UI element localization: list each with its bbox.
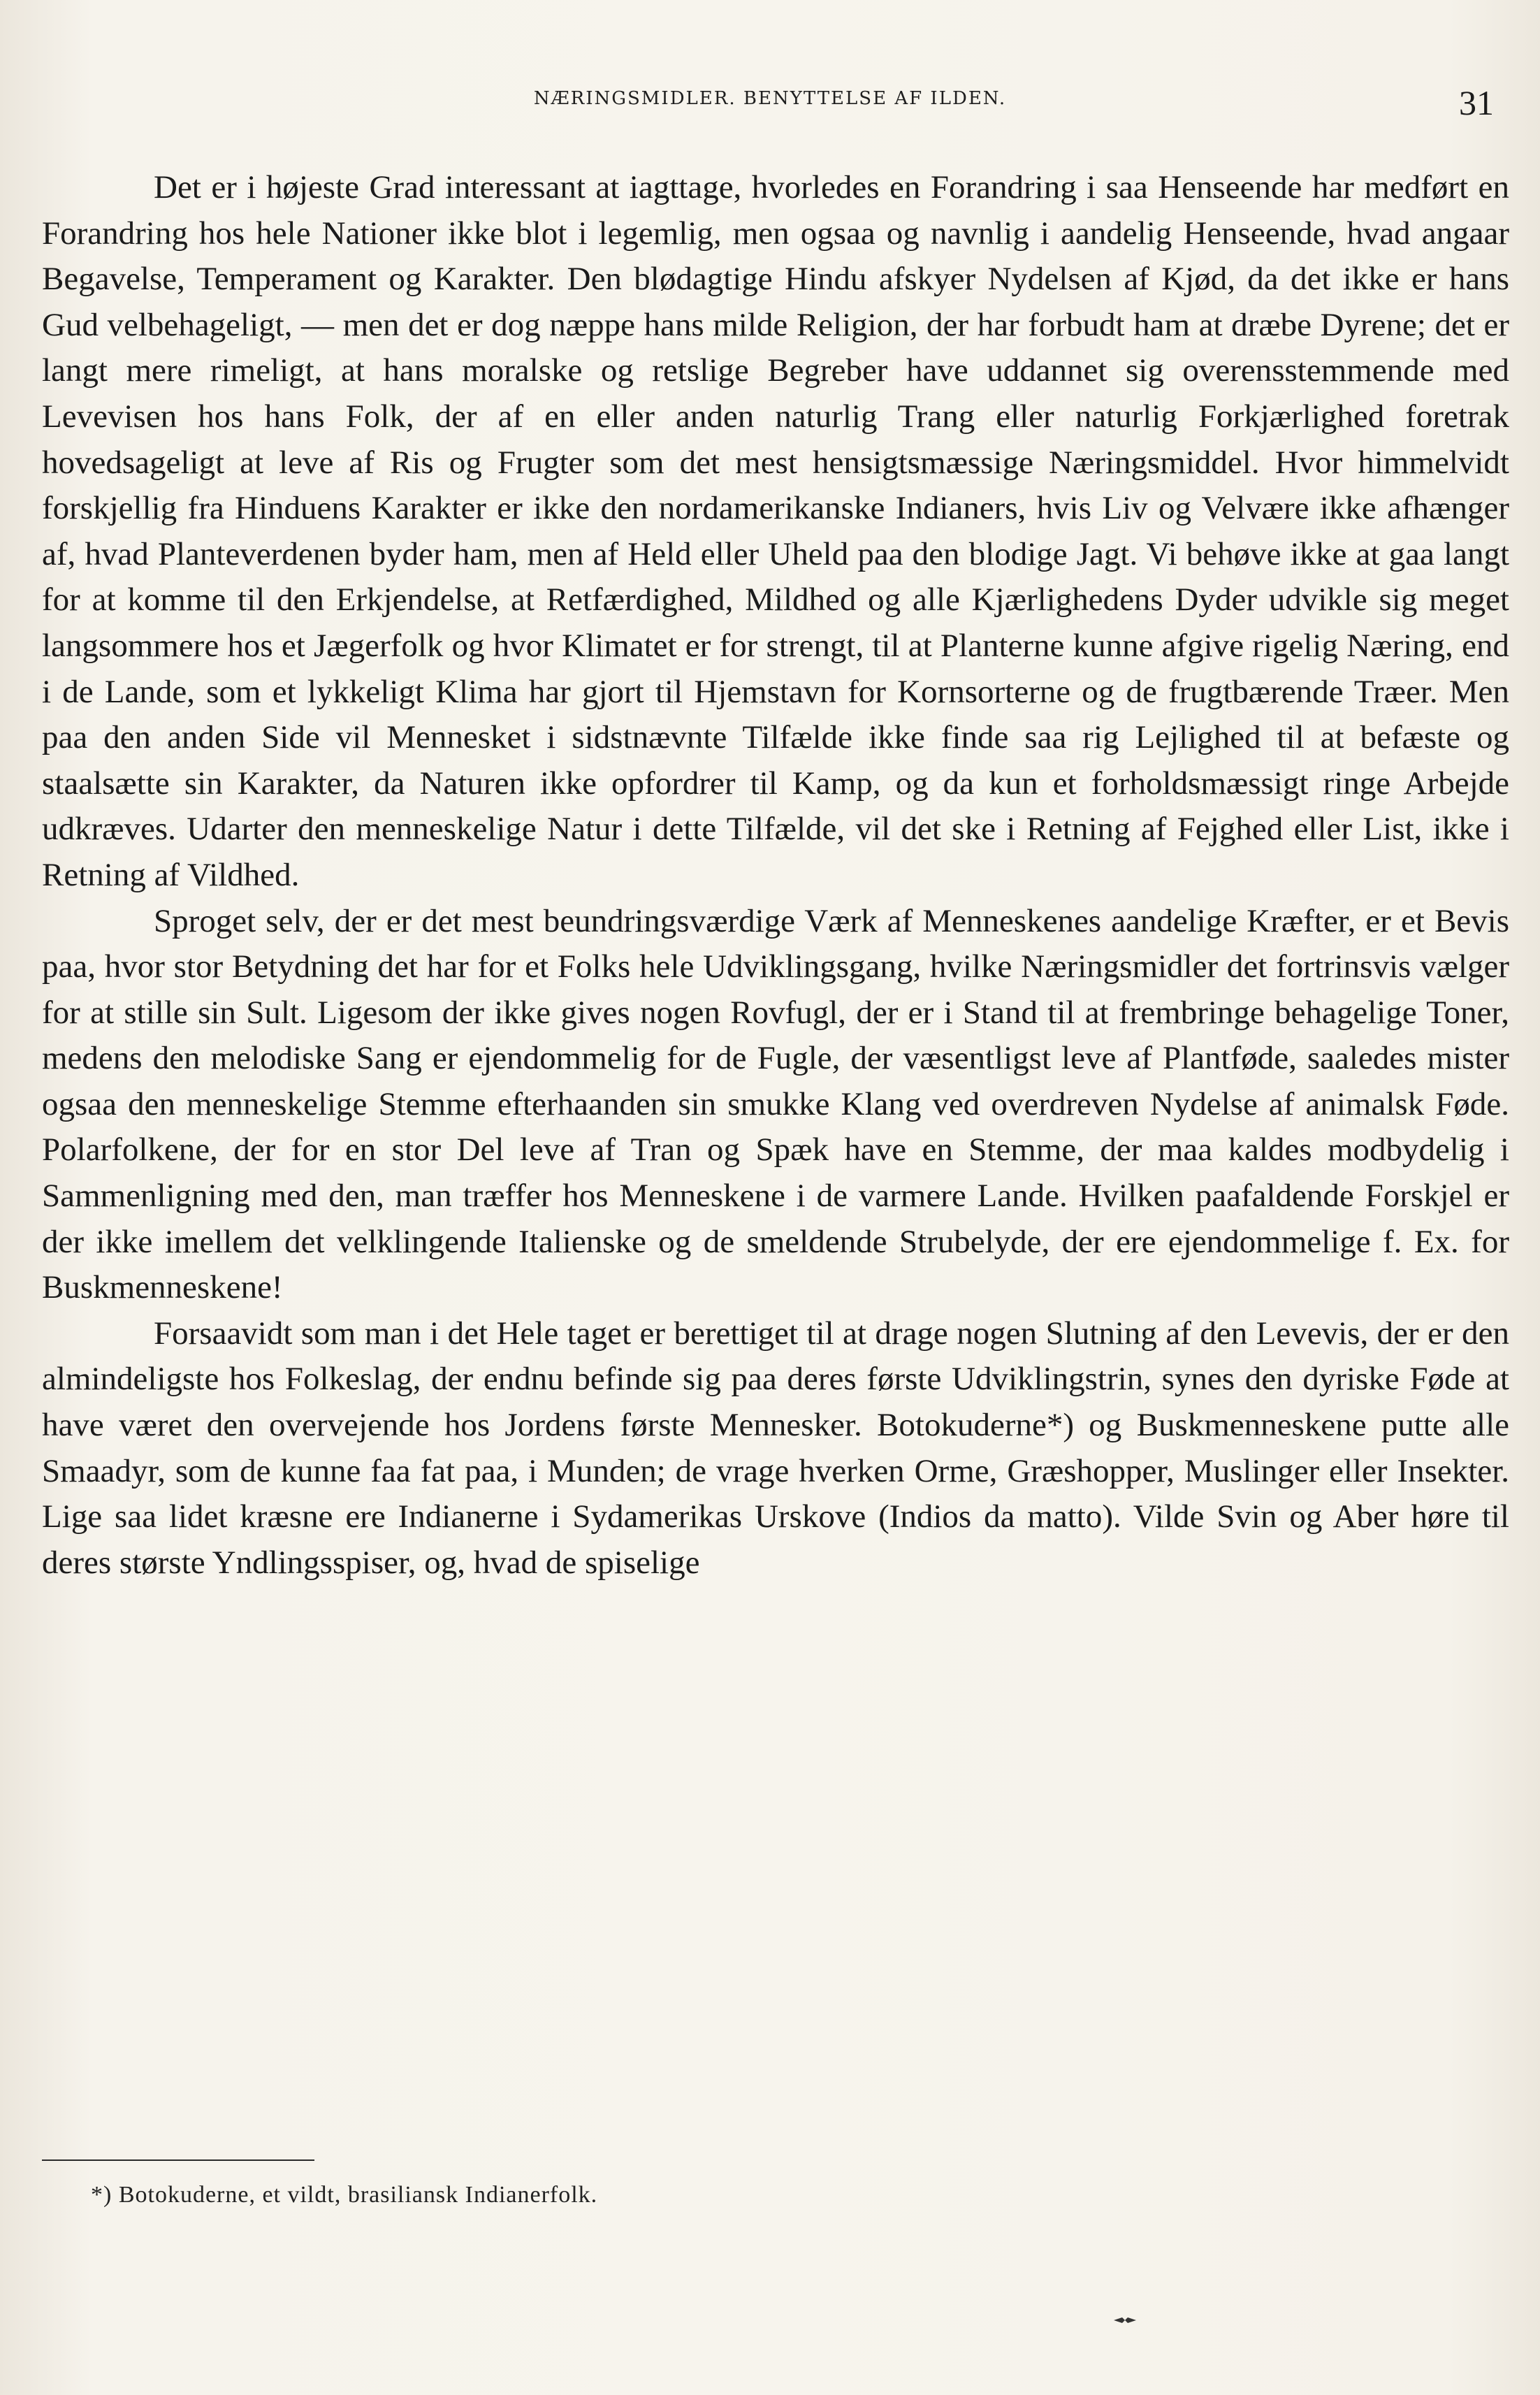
body-text	[42, 165, 1509, 1586]
paragraph-2: Sproget selv, der er det mest beundringsværdige Værk af Menneskenes aandelige Kræfter, er et Bevis paa, hvor stor Betydning det har for et Folks hele Udviklingsgang, hvilke Næringsmidler det fortrinsvis vælger for at stille sin Sult. Ligesom der ikke gives nogen Rovfugl, der er i Stand til at frembringe behagelige Toner, medens den melodiske Sang er ejendommelig for de Fugle, der væsentligst leve af Plantføde, saaledes mister ogsaa den menneskelige Stemme efterhaanden sin smukke Klang ved overdreven Nydelse af animalsk Føde. Polarfolkene, der for en stor Del leve af Tran og Spæk have en Stemme, der maa kaldes modbydelig i Sammenligning med den, man træffer hos Menneskene i de varmere Lande. Hvilken paafaldende Forskjel er der ikke imellem det velklingende Italienske og de smeldende Strubelyde, der ere ejendommelige f. Ex. for Buskmenneskene!	[42, 902, 1509, 1306]
page-number: 31	[1459, 83, 1494, 122]
footnote-rule	[42, 2159, 314, 2161]
footnote: *) Botokuderne, et vildt, brasiliansk Indianerfolk.	[91, 2182, 598, 2208]
paragraph-1: Det er i højeste Grad interessant at iagttage, hvorledes en Forandring i saa Henseende har medført en Forandring hos hele Nationer ikke blot i legemlig, men ogsaa og navnlig i aandelig Henseende, hvad angaar Begavelse, Temperament og Karakter. Den blødagtige Hindu afskyer Nydelsen af Kjød, da det ikke er hans Gud velbehageligt, — men det er dog næppe hans milde Religion, der har forbudt ham at dræbe Dyrene; det er langt mere rimeligt, at hans moralske og retslige Begreber have uddannet sig overensstemmende med Levevisen hos hans Folk, der af en eller anden naturlig Trang eller naturlig Forkjærlighed foretrak hovedsageligt at leve af Ris og Frugter som det mest hensigtsmæssige Næringsmiddel. Hvor himmelvidt forskjellig fra Hinduens Karakter er ikke den nordamerikanske Indianers, hvis Liv og Velvære ikke afhænger af, hvad Planteverdenen byder ham, men af Held eller Uheld paa den blodige Jagt. Vi behøve ikke at gaa langt for at komme til den Erkjendelse, at Retfærdighed, Mildhed og alle Kjærlighedens Dyder udvikle sig meget langsommere hos et Jægerfolk og hvor Klimatet er for strengt, til at Planterne kunne afgive rigelig Næring, end i de Lande, som et lykkeligt Klima har gjort til Hjemstavn for Kornsorterne og de frugtbærende Træer. Men paa den anden Side vil Mennesket i sidstnævnte Tilfælde ikke finde saa rig Lejlighed til at befæste og staalsætte sin Karakter, da Naturen ikke opfordrer til Kamp, og da kun et forholdsmæssigt ringe Arbejde udkræves. Udarter den menneskelige Natur i dette Tilfælde, vil det ske i Retning af Fejghed eller List, ikke i Retning af Vildhed.	[42, 169, 1509, 893]
running-head: NÆRINGSMIDLER. BENYTTELSE AF ILDEN.	[533, 88, 1007, 109]
page-header	[42, 82, 1498, 131]
printer-ornament-icon	[1111, 2313, 1139, 2327]
paragraph-3: Forsaavidt som man i det Hele taget er berettiget til at drage nogen Slutning af den Levevis, der er den almindeligste hos Folkeslag, der endnu befinde sig paa deres første Udviklingstrin, synes den dyriske Føde at have været den overvejende hos Jordens første Mennesker. Botokuderne*) og Buskmenneskene putte alle Smaadyr, som de kunne faa fat paa, i Munden; de vrage hverken Orme, Græshopper, Muslinger eller Insekter. Lige saa lidet kræsne ere Indianerne i Sydamerikas Urskove (Indios da matto). Vilde Svin og Aber høre til deres største Yndlingsspiser, og, hvad de spiselige	[42, 1315, 1509, 1581]
